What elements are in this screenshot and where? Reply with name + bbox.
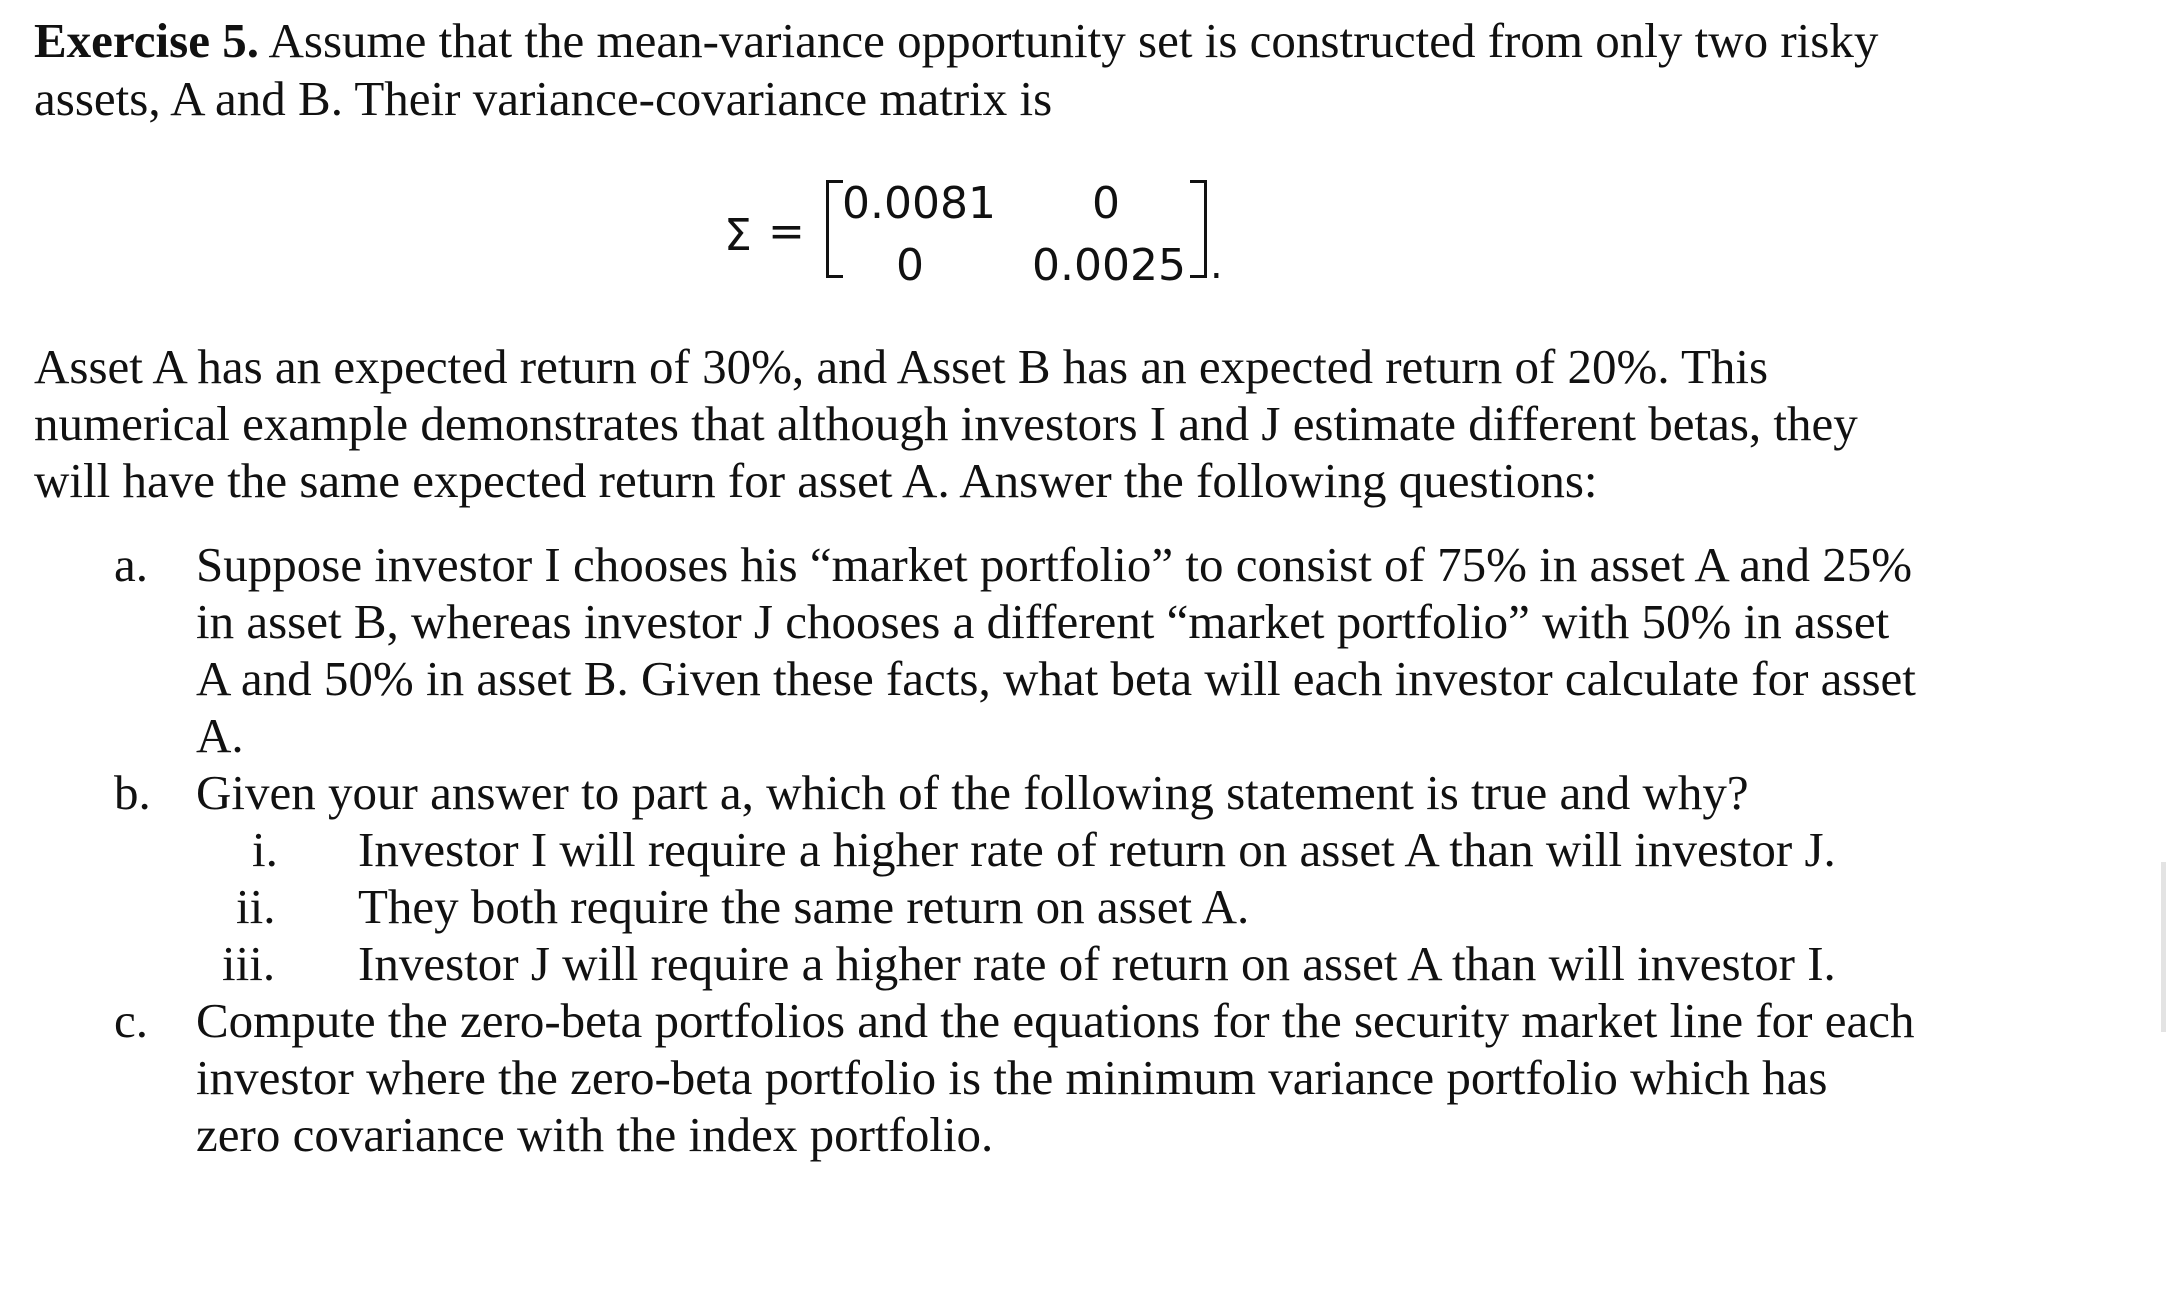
option-ii-text: They both require the same return on asset A. bbox=[358, 879, 1250, 934]
paragraph-line-3: will have the same expected return for asset A. Answer the following questions: bbox=[34, 453, 1598, 508]
matrix-cell-22: 0.0025 bbox=[1032, 240, 1186, 291]
question-a-line-3: A and 50% in asset B. Given these facts, what beta will each investor calculate for asset bbox=[196, 651, 1916, 706]
intro-line-1 bbox=[34, 13, 1879, 68]
exercise-title: Exercise 5. bbox=[34, 13, 259, 68]
option-ii-marker: ii. bbox=[236, 879, 276, 934]
question-c-line-1: Compute the zero-beta portfolios and the equations for the security market line for each bbox=[196, 993, 1915, 1048]
question-b-line-1: Given your answer to part a, which of the following statement is true and why? bbox=[196, 765, 1749, 820]
question-c-line-2: investor where the zero-beta portfolio is the minimum variance portfolio which has bbox=[196, 1050, 1828, 1105]
matrix-cell-11: 0.0081 bbox=[842, 178, 996, 229]
question-a-line-2: in asset B, whereas investor J chooses a different “market portfolio” with 50% in asset bbox=[196, 594, 1890, 649]
matrix-cell-21: 0 bbox=[896, 240, 924, 291]
paragraph-line-2: numerical example demonstrates that although investors I and J estimate different betas, they bbox=[34, 396, 1858, 451]
question-a-marker: a. bbox=[114, 537, 148, 592]
option-iii-text: Investor J will require a higher rate of return on asset A than will investor I. bbox=[358, 936, 1836, 991]
question-a-line-4: A. bbox=[196, 708, 244, 763]
question-c-marker: c. bbox=[114, 993, 148, 1048]
option-i-marker: i. bbox=[252, 822, 278, 877]
matrix-cell-12: 0 bbox=[1092, 178, 1120, 229]
left-bracket bbox=[826, 180, 843, 278]
matrix-end-punct: . bbox=[1210, 242, 1223, 288]
question-b-marker: b. bbox=[114, 765, 151, 820]
option-i-text: Investor I will require a higher rate of return on asset A than will investor J. bbox=[358, 822, 1836, 877]
equals-sign: = bbox=[768, 206, 805, 257]
scrollbar[interactable] bbox=[2161, 862, 2166, 1032]
right-bracket bbox=[1190, 180, 1207, 278]
option-iii-marker: iii. bbox=[222, 936, 276, 991]
intro-line-2: assets, A and B. Their variance-covariance matrix is bbox=[34, 71, 1053, 126]
question-c-line-3: zero covariance with the index portfolio. bbox=[196, 1107, 994, 1162]
paragraph-line-1: Asset A has an expected return of 30%, and Asset B has an expected return of 20%. This bbox=[34, 339, 1769, 394]
intro-text-1: Assume that the mean-variance opportunity set is constructed from only two risky bbox=[268, 13, 1879, 68]
question-a-line-1: Suppose investor I chooses his “market portfolio” to consist of 75% in asset A and 25% bbox=[196, 537, 1913, 592]
covariance-matrix bbox=[720, 168, 1240, 318]
sigma-symbol: Σ bbox=[724, 210, 752, 261]
